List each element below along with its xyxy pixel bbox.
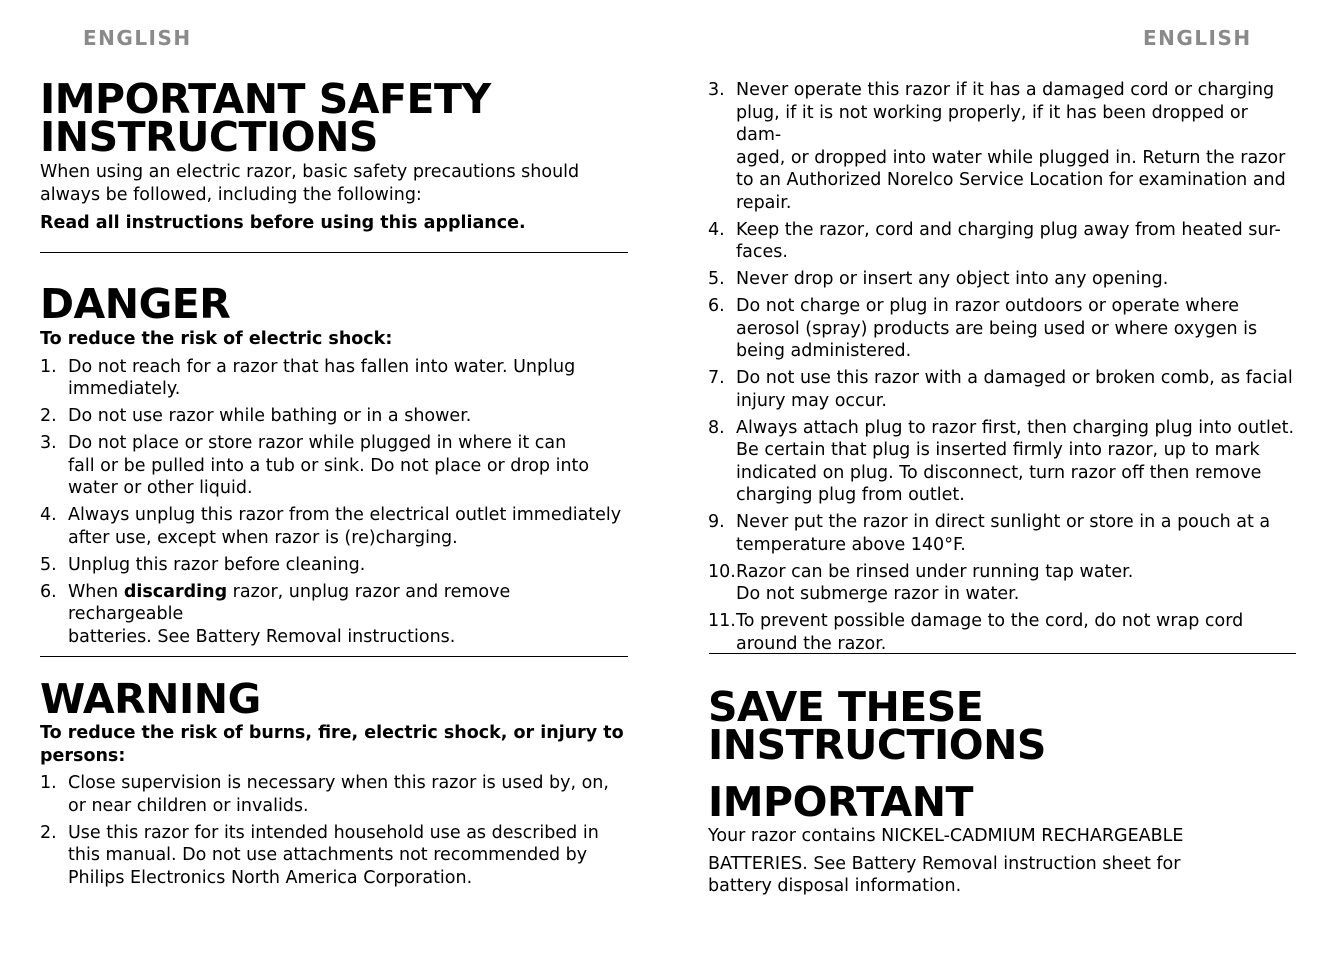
danger-subheading: To reduce the risk of electric shock: xyxy=(40,329,393,349)
important-heading: IMPORTANT xyxy=(708,778,973,826)
language-label: ENGLISH xyxy=(1143,26,1252,50)
page-title: IMPORTANT SAFETY INSTRUCTIONS xyxy=(40,75,491,161)
important-text: Your razor contains NICKEL-CADMIUM RECHARGEABLE xyxy=(708,826,1184,846)
intro-text: When using an electric razor, basic safety precautions should always be followed, including the following: xyxy=(40,162,580,205)
danger-list xyxy=(40,356,630,649)
important-text-continued: BATTERIES. See Battery Removal instruction sheet for battery disposal information. xyxy=(708,853,1181,896)
list-item: 6. When discarding razor, unplug razor and remove rechargeable batteries. See Battery Removal instructions. xyxy=(40,581,511,647)
warning-section xyxy=(40,675,630,894)
list-item: 6. Do not charge or plug in razor outdoors or operate where aerosol (spray) products are being used or where oxygen is being administered. xyxy=(708,296,1258,361)
warning-list xyxy=(40,772,630,889)
danger-section xyxy=(40,280,630,653)
save-section xyxy=(708,683,1298,898)
list-item: 3. Do not place or store razor while plugged in where it can fall or be pulled into a tub or sink. Do not place or drop into water or other liquid. xyxy=(40,433,590,498)
list-item: 1. Do not reach for a razor that has fallen into water. Unplug immediately. xyxy=(40,356,576,399)
list-item: 4. Always unplug this razor from the electrical outlet immediately after use, except when razor is (re)charging. xyxy=(40,505,622,548)
list-item: 11. To prevent possible damage to the cord, do not wrap cord around the razor. xyxy=(708,611,1244,654)
warning-subheading: To reduce the risk of burns, fire, electric shock, or injury to persons: xyxy=(40,723,624,766)
language-label: ENGLISH xyxy=(83,26,192,50)
list-item: 9. Never put the razor in direct sunlight or store in a pouch at a temperature above 140°F. xyxy=(708,512,1271,555)
list-item: 2. Use this razor for its intended household use as described in this manual. Do not use attachments not recommended by Philips Electronics North America Corporation. xyxy=(40,822,599,888)
list-item: 5. Never drop or insert any object into any opening. xyxy=(708,269,1169,289)
list-item: 1. Close supervision is necessary when this razor is used by, on, or near children or invalids. xyxy=(40,773,609,816)
warning-heading: WARNING xyxy=(40,675,261,723)
list-item: 3. Never operate this razor if it has a damaged cord or charging plug, if it is not working properly, if it has been dropped or dam- aged, or dropped into water while plugged in. Return the razor to an Authorized Norelco Service Location for examination and repair. xyxy=(708,80,1286,213)
list-item: 7. Do not use this razor with a damaged or broken comb, as facial injury may occur. xyxy=(708,368,1293,411)
safety-list-continued xyxy=(708,79,1298,660)
list-item: 4. Keep the razor, cord and charging plug away from heated sur- faces. xyxy=(708,219,1281,262)
list-item: 8. Always attach plug to razor first, then charging plug into outlet. Be certain that plug is inserted firmly into razor, up to mark indicated on plug. To disconnect, turn razor off then remove charging plug from outlet. xyxy=(708,417,1295,505)
divider xyxy=(709,653,1296,654)
list-item: 5. Unplug this razor before cleaning. xyxy=(40,554,366,575)
save-title: SAVE THESE INSTRUCTIONS xyxy=(708,683,1046,769)
divider xyxy=(40,656,628,657)
instructions-list xyxy=(708,79,1298,655)
right-page xyxy=(668,0,1336,954)
list-item: 2. Do not use razor while bathing or in a shower. xyxy=(40,406,472,426)
read-all-notice: Read all instructions before using this appliance. xyxy=(40,213,526,233)
danger-heading: DANGER xyxy=(40,280,231,328)
safety-intro xyxy=(40,75,630,235)
divider xyxy=(40,252,628,253)
list-item: 10. Razor can be rinsed under running tap water. Do not submerge razor in water. xyxy=(708,561,1134,604)
